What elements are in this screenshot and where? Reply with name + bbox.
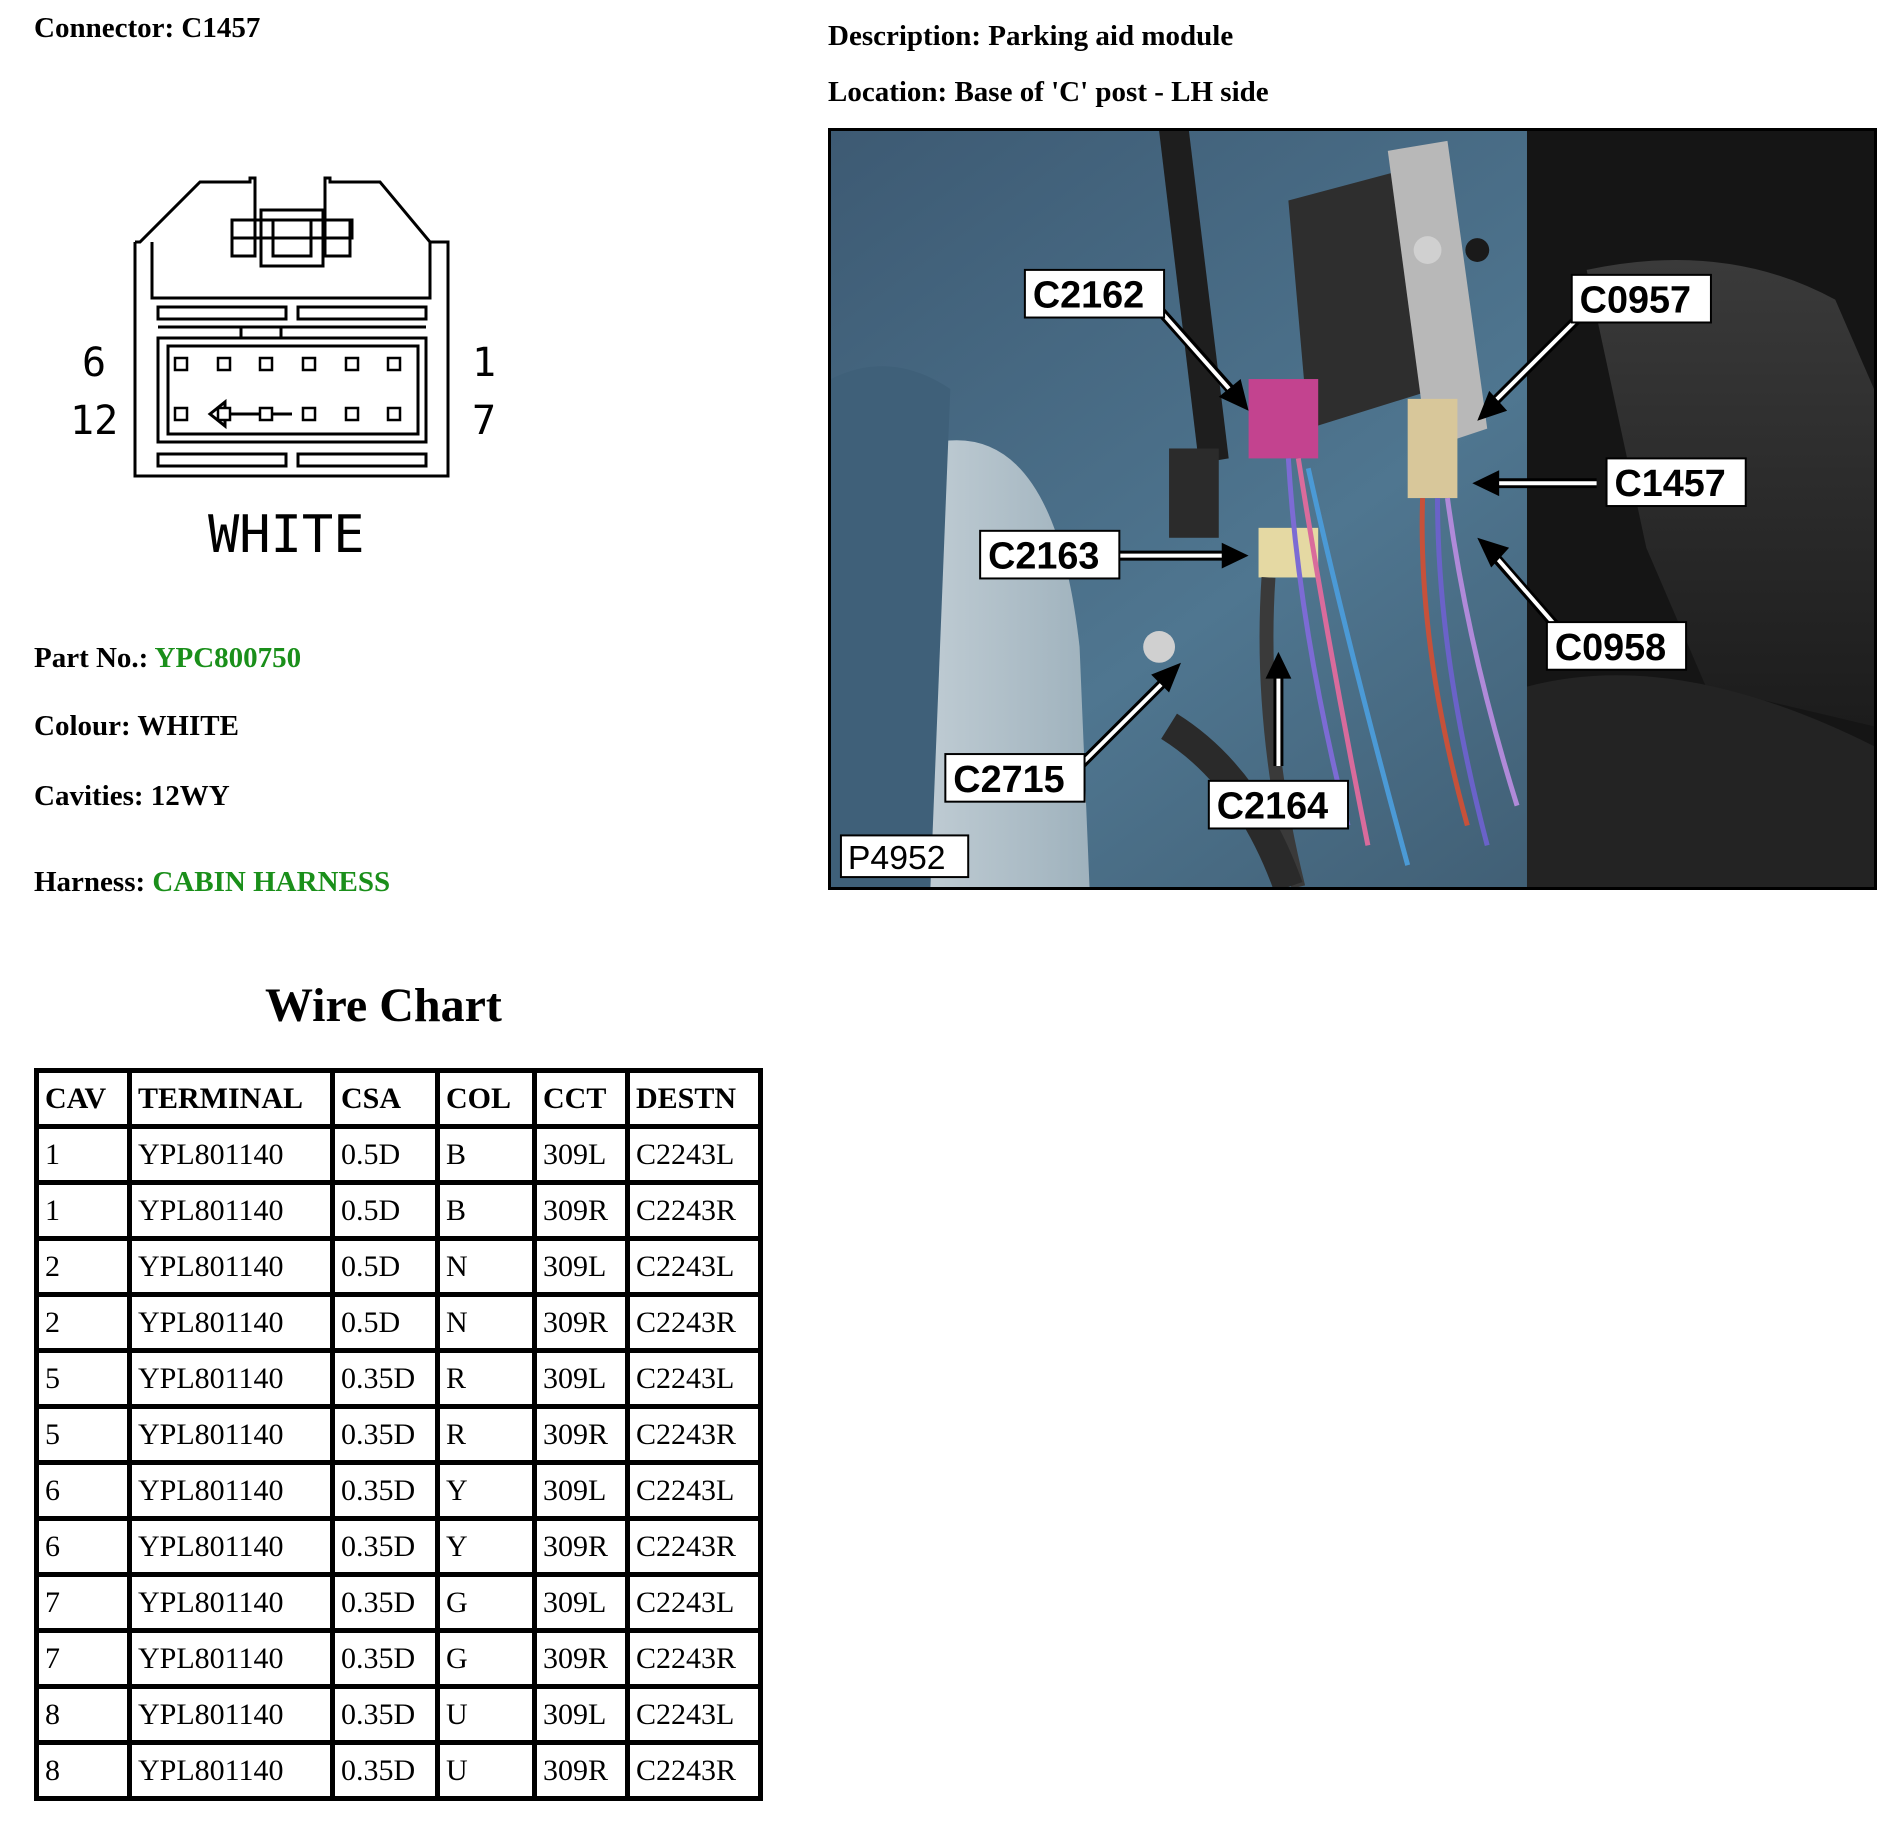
cell-terminal: YPL801140	[132, 1577, 330, 1628]
cell-destn: C2243R	[630, 1745, 758, 1796]
cell-col: N	[440, 1241, 532, 1292]
cell-col: Y	[440, 1521, 532, 1572]
cell-cct: 309R	[537, 1745, 625, 1796]
pin-label-12: 12	[70, 398, 119, 444]
cell-destn: C2243R	[630, 1185, 758, 1236]
cell-destn: C2243R	[630, 1409, 758, 1460]
callout-c2715: C2715	[953, 757, 1065, 800]
cell-csa: 0.35D	[335, 1409, 435, 1460]
cell-cav: 2	[39, 1297, 127, 1348]
table-row	[39, 1129, 758, 1180]
description-value: Parking aid module	[988, 20, 1234, 52]
cell-csa: 0.35D	[335, 1577, 435, 1628]
cell-cct: 309L	[537, 1129, 625, 1180]
table-row	[39, 1745, 758, 1796]
callout-c2164: C2164	[1216, 784, 1329, 827]
cell-csa: 0.35D	[335, 1689, 435, 1740]
harness-value: CABIN HARNESS	[152, 866, 391, 898]
location-label: Location: Base of 'C' post - LH side	[828, 76, 1269, 108]
table-row	[39, 1185, 758, 1236]
cell-csa: 0.35D	[335, 1521, 435, 1572]
colour-value: WHITE	[137, 710, 239, 742]
callout-c2162: C2162	[1032, 273, 1145, 316]
cell-csa: 0.35D	[335, 1633, 435, 1684]
cell-destn: C2243L	[630, 1577, 758, 1628]
header-col: COL	[440, 1073, 532, 1124]
cell-destn: C2243R	[630, 1297, 758, 1348]
table-row	[39, 1689, 758, 1740]
cell-csa: 0.35D	[335, 1353, 435, 1404]
cell-cav: 8	[39, 1689, 127, 1740]
cell-col: U	[440, 1745, 532, 1796]
cell-col: R	[440, 1353, 532, 1404]
colour-label: Colour: WHITE	[34, 710, 239, 742]
table-row	[39, 1521, 758, 1572]
table-row	[39, 1353, 758, 1404]
table-row	[39, 1241, 758, 1292]
cell-col: B	[440, 1185, 532, 1236]
callout-c1457: C1457	[1614, 462, 1726, 505]
cell-destn: C2243R	[630, 1633, 758, 1684]
connector-value: C1457	[181, 12, 261, 44]
cell-cct: 309R	[537, 1409, 625, 1460]
table-row	[39, 1633, 758, 1684]
header-cav: CAV	[39, 1073, 127, 1124]
connector-colour-text: WHITE	[208, 505, 365, 565]
cell-csa: 0.5D	[335, 1185, 435, 1236]
connector-label: Connector: C1457	[34, 12, 261, 44]
cell-destn: C2243L	[630, 1689, 758, 1740]
part-number-value: YPC800750	[154, 642, 302, 674]
cell-cav: 7	[39, 1633, 127, 1684]
cell-cct: 309R	[537, 1297, 625, 1348]
cell-cav: 5	[39, 1353, 127, 1404]
cell-csa: 0.5D	[335, 1297, 435, 1348]
cell-cav: 1	[39, 1185, 127, 1236]
header-csa: CSA	[335, 1073, 435, 1124]
connector-diagram	[60, 170, 520, 580]
cell-csa: 0.35D	[335, 1745, 435, 1796]
cell-terminal: YPL801140	[132, 1633, 330, 1684]
cell-col: R	[440, 1409, 532, 1460]
cell-terminal: YPL801140	[132, 1129, 330, 1180]
cell-destn: C2243L	[630, 1465, 758, 1516]
cell-cav: 7	[39, 1577, 127, 1628]
cavities-label: Cavities: 12WY	[34, 780, 230, 812]
cell-cav: 5	[39, 1409, 127, 1460]
cell-cct: 309L	[537, 1241, 625, 1292]
cell-terminal: YPL801140	[132, 1465, 330, 1516]
pin-label-7: 7	[472, 398, 497, 444]
part-number-label: Part No.: YPC800750	[34, 642, 302, 674]
callout-c0957: C0957	[1579, 278, 1692, 321]
cell-col: B	[440, 1129, 532, 1180]
location-value: Base of 'C' post - LH side	[954, 76, 1269, 108]
cell-cct: 309L	[537, 1689, 625, 1740]
table-row	[39, 1297, 758, 1348]
cell-terminal: YPL801140	[132, 1745, 330, 1796]
header-destn: DESTN	[630, 1073, 758, 1124]
cell-cav: 6	[39, 1521, 127, 1572]
cell-cct: 309R	[537, 1521, 625, 1572]
header-cct: CCT	[537, 1073, 625, 1124]
cell-csa: 0.35D	[335, 1465, 435, 1516]
cell-cct: 309L	[537, 1465, 625, 1516]
cell-terminal: YPL801140	[132, 1689, 330, 1740]
cell-terminal: YPL801140	[132, 1297, 330, 1348]
cell-cav: 6	[39, 1465, 127, 1516]
callout-c2163: C2163	[988, 534, 1100, 577]
callout-c0958: C0958	[1554, 625, 1667, 668]
photo-code: P4952	[847, 839, 946, 878]
table-header-row	[39, 1073, 758, 1124]
cell-csa: 0.5D	[335, 1241, 435, 1292]
table-row	[39, 1577, 758, 1628]
cell-col: G	[440, 1633, 532, 1684]
cell-terminal: YPL801140	[132, 1409, 330, 1460]
cell-col: U	[440, 1689, 532, 1740]
cell-col: N	[440, 1297, 532, 1348]
cell-destn: C2243L	[630, 1353, 758, 1404]
table-row	[39, 1465, 758, 1516]
table-row	[39, 1409, 758, 1460]
cell-destn: C2243R	[630, 1521, 758, 1572]
cell-destn: C2243L	[630, 1241, 758, 1292]
cell-csa: 0.5D	[335, 1129, 435, 1180]
cell-cct: 309R	[537, 1185, 625, 1236]
description-label: Description: Parking aid module	[828, 20, 1234, 52]
harness-label: Harness: CABIN HARNESS	[34, 866, 391, 898]
wire-chart-table	[34, 1068, 763, 1801]
cell-terminal: YPL801140	[132, 1521, 330, 1572]
header-terminal: TERMINAL	[132, 1073, 330, 1124]
cell-terminal: YPL801140	[132, 1185, 330, 1236]
cell-col: G	[440, 1577, 532, 1628]
wire-chart-title: Wire Chart	[265, 979, 502, 1032]
cavities-value: 12WY	[150, 780, 230, 812]
cell-destn: C2243L	[630, 1129, 758, 1180]
cell-terminal: YPL801140	[132, 1241, 330, 1292]
cell-cav: 1	[39, 1129, 127, 1180]
pin-label-1: 1	[472, 340, 497, 386]
cell-terminal: YPL801140	[132, 1353, 330, 1404]
cell-cct: 309L	[537, 1353, 625, 1404]
cell-cav: 2	[39, 1241, 127, 1292]
cell-cav: 8	[39, 1745, 127, 1796]
cell-col: Y	[440, 1465, 532, 1516]
cell-cct: 309L	[537, 1577, 625, 1628]
location-photo	[828, 128, 1877, 890]
cell-cct: 309R	[537, 1633, 625, 1684]
pin-label-6: 6	[82, 340, 107, 386]
